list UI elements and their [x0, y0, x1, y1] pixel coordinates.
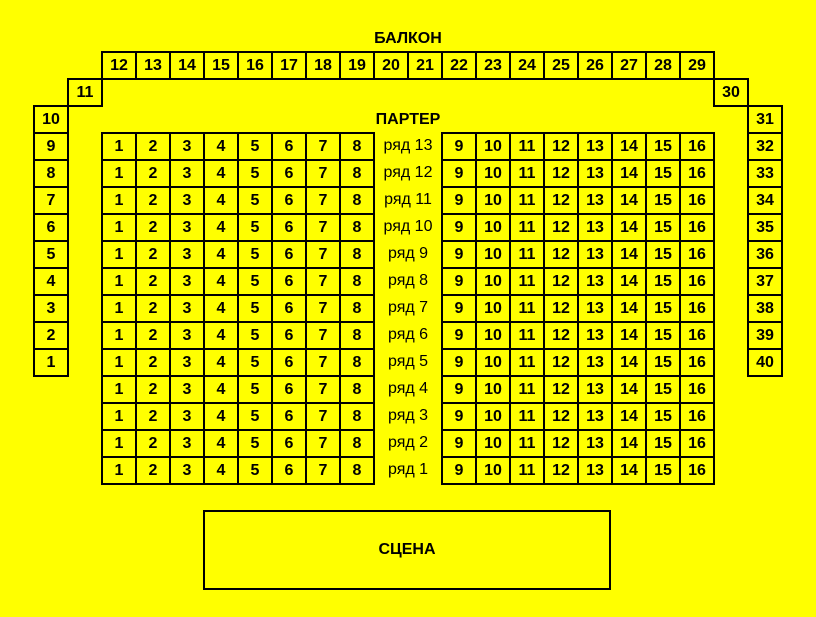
parterre-seat[interactable]: 7 — [305, 321, 341, 350]
parterre-seat[interactable]: 6 — [271, 240, 307, 269]
parterre-seat[interactable]: 2 — [135, 348, 171, 377]
parterre-seat[interactable]: 4 — [203, 348, 239, 377]
parterre-seat[interactable]: 10 — [475, 321, 511, 350]
parterre-seat[interactable]: 4 — [203, 456, 239, 485]
row-label: ряд 5 — [387, 352, 429, 370]
parterre-seat[interactable]: 3 — [169, 402, 205, 431]
parterre-seat[interactable]: 12 — [543, 213, 579, 242]
balcony-seat[interactable]: 34 — [747, 186, 783, 215]
parterre-seat[interactable]: 13 — [577, 456, 613, 485]
balcony-seat[interactable]: 29 — [679, 51, 715, 80]
parterre-seat[interactable]: 9 — [441, 456, 477, 485]
parterre-seat[interactable]: 1 — [101, 429, 137, 458]
parterre-seat[interactable]: 16 — [679, 267, 715, 296]
parterre-seat[interactable]: 6 — [271, 348, 307, 377]
parterre-seat[interactable]: 15 — [645, 132, 681, 161]
parterre-seat[interactable]: 4 — [203, 321, 239, 350]
parterre-seat[interactable]: 1 — [101, 186, 137, 215]
balcony-seat[interactable]: 5 — [33, 240, 69, 269]
parterre-seat[interactable]: 14 — [611, 267, 647, 296]
parterre-seat[interactable]: 9 — [441, 132, 477, 161]
parterre-seat[interactable]: 4 — [203, 294, 239, 323]
balcony-seat[interactable]: 6 — [33, 213, 69, 242]
parterre-seat[interactable]: 13 — [577, 375, 613, 404]
parterre-seat[interactable]: 14 — [611, 321, 647, 350]
balcony-seat[interactable]: 7 — [33, 186, 69, 215]
parterre-seat[interactable]: 14 — [611, 375, 647, 404]
balcony-seat[interactable]: 9 — [33, 132, 69, 161]
parterre-seat[interactable]: 16 — [679, 240, 715, 269]
parterre-seat[interactable]: 3 — [169, 267, 205, 296]
parterre-seat[interactable]: 3 — [169, 132, 205, 161]
parterre-seat[interactable]: 15 — [645, 159, 681, 188]
parterre-seat[interactable]: 6 — [271, 429, 307, 458]
parterre-seat[interactable]: 15 — [645, 240, 681, 269]
parterre-seat[interactable]: 12 — [543, 348, 579, 377]
parterre-seat[interactable]: 1 — [101, 132, 137, 161]
parterre-seat[interactable]: 8 — [339, 240, 375, 269]
parterre-seat[interactable]: 4 — [203, 375, 239, 404]
parterre-seat[interactable]: 5 — [237, 429, 273, 458]
parterre-seat[interactable]: 5 — [237, 294, 273, 323]
parterre-seat[interactable]: 7 — [305, 456, 341, 485]
parterre-seat[interactable]: 13 — [577, 240, 613, 269]
parterre-seat[interactable]: 13 — [577, 213, 613, 242]
parterre-seat[interactable]: 11 — [509, 294, 545, 323]
parterre-seat[interactable]: 5 — [237, 402, 273, 431]
balcony-seat[interactable]: 15 — [203, 51, 239, 80]
row-label: ряд 2 — [387, 433, 429, 451]
parterre-seat[interactable]: 11 — [509, 240, 545, 269]
parterre-seat[interactable]: 11 — [509, 402, 545, 431]
parterre-seat[interactable]: 7 — [305, 240, 341, 269]
parterre-seat[interactable]: 1 — [101, 294, 137, 323]
parterre-seat[interactable]: 9 — [441, 159, 477, 188]
parterre-seat[interactable]: 13 — [577, 267, 613, 296]
stage-label: СЦЕНА — [378, 541, 436, 558]
parterre-seat[interactable]: 10 — [475, 375, 511, 404]
parterre-seat[interactable]: 11 — [509, 159, 545, 188]
parterre-seat[interactable]: 10 — [475, 402, 511, 431]
parterre-seat[interactable]: 13 — [577, 348, 613, 377]
parterre-seat[interactable]: 10 — [475, 159, 511, 188]
parterre-seat[interactable]: 9 — [441, 429, 477, 458]
parterre-seat[interactable]: 3 — [169, 294, 205, 323]
balcony-seat[interactable]: 8 — [33, 159, 69, 188]
balcony-seat[interactable]: 17 — [271, 51, 307, 80]
parterre-seat[interactable]: 13 — [577, 429, 613, 458]
parterre-seat[interactable]: 2 — [135, 240, 171, 269]
parterre-seat[interactable]: 11 — [509, 186, 545, 215]
parterre-seat[interactable]: 5 — [237, 240, 273, 269]
balcony-seat[interactable]: 1 — [33, 348, 69, 377]
parterre-seat[interactable]: 10 — [475, 186, 511, 215]
parterre-seat[interactable]: 11 — [509, 321, 545, 350]
balcony-seat[interactable]: 23 — [475, 51, 511, 80]
parterre-seat[interactable]: 1 — [101, 240, 137, 269]
parterre-seat[interactable]: 14 — [611, 348, 647, 377]
parterre-seat[interactable]: 8 — [339, 456, 375, 485]
parterre-seat[interactable]: 15 — [645, 186, 681, 215]
balcony-seat[interactable]: 38 — [747, 294, 783, 323]
parterre-seat[interactable]: 1 — [101, 456, 137, 485]
parterre-seat[interactable]: 9 — [441, 402, 477, 431]
parterre-seat[interactable]: 12 — [543, 132, 579, 161]
parterre-seat[interactable]: 12 — [543, 429, 579, 458]
parterre-seat[interactable]: 1 — [101, 348, 137, 377]
parterre-seat[interactable]: 4 — [203, 213, 239, 242]
parterre-seat[interactable]: 9 — [441, 213, 477, 242]
parterre-seat[interactable]: 6 — [271, 267, 307, 296]
parterre-seat[interactable]: 16 — [679, 159, 715, 188]
parterre-seat[interactable]: 11 — [509, 375, 545, 404]
parterre-seat[interactable]: 5 — [237, 132, 273, 161]
parterre-seat[interactable]: 7 — [305, 267, 341, 296]
balcony-seat[interactable]: 31 — [747, 105, 783, 134]
parterre-seat[interactable]: 14 — [611, 294, 647, 323]
parterre-seat[interactable]: 9 — [441, 294, 477, 323]
row-label: ряд 6 — [387, 325, 429, 343]
row-label: ряд 12 — [383, 163, 433, 181]
parterre-seat[interactable]: 3 — [169, 375, 205, 404]
parterre-seat[interactable]: 14 — [611, 132, 647, 161]
parterre-seat[interactable]: 16 — [679, 213, 715, 242]
balcony-seat[interactable]: 13 — [135, 51, 171, 80]
parterre-seat[interactable]: 6 — [271, 213, 307, 242]
parterre-seat[interactable]: 10 — [475, 456, 511, 485]
parterre-seat[interactable]: 14 — [611, 159, 647, 188]
parterre-seat[interactable]: 7 — [305, 132, 341, 161]
parterre-seat[interactable]: 2 — [135, 402, 171, 431]
parterre-seat[interactable]: 12 — [543, 402, 579, 431]
parterre-seat[interactable]: 11 — [509, 429, 545, 458]
parterre-seat[interactable]: 15 — [645, 321, 681, 350]
parterre-seat[interactable]: 1 — [101, 159, 137, 188]
parterre-seat[interactable]: 7 — [305, 429, 341, 458]
parterre-seat[interactable]: 7 — [305, 294, 341, 323]
parterre-seat[interactable]: 9 — [441, 186, 477, 215]
parterre-seat[interactable]: 9 — [441, 348, 477, 377]
row-label: ряд 13 — [383, 136, 433, 154]
parterre-seat[interactable]: 4 — [203, 240, 239, 269]
parterre-seat[interactable]: 2 — [135, 267, 171, 296]
parterre-seat[interactable]: 8 — [339, 213, 375, 242]
balcony-seat[interactable]: 27 — [611, 51, 647, 80]
balcony-seat[interactable]: 3 — [33, 294, 69, 323]
parterre-seat[interactable]: 14 — [611, 456, 647, 485]
parterre-seat[interactable]: 13 — [577, 321, 613, 350]
balcony-seat[interactable]: 28 — [645, 51, 681, 80]
parterre-seat[interactable]: 16 — [679, 348, 715, 377]
row-label: ряд 10 — [383, 217, 433, 235]
row-label: ряд 9 — [387, 244, 429, 262]
parterre-seat[interactable]: 8 — [339, 267, 375, 296]
parterre-seat[interactable]: 10 — [475, 429, 511, 458]
parterre-seat[interactable]: 12 — [543, 375, 579, 404]
parterre-title: ПАРТЕР — [375, 111, 441, 128]
row-label: ряд 4 — [387, 379, 429, 397]
parterre-seat[interactable]: 2 — [135, 375, 171, 404]
parterre-seat[interactable]: 6 — [271, 456, 307, 485]
parterre-seat[interactable]: 12 — [543, 186, 579, 215]
parterre-seat[interactable]: 3 — [169, 213, 205, 242]
parterre-seat[interactable]: 9 — [441, 240, 477, 269]
parterre-seat[interactable]: 15 — [645, 375, 681, 404]
balcony-seat[interactable]: 4 — [33, 267, 69, 296]
balcony-seat[interactable]: 12 — [101, 51, 137, 80]
parterre-seat[interactable]: 5 — [237, 213, 273, 242]
balcony-seat[interactable]: 2 — [33, 321, 69, 350]
parterre-seat[interactable]: 2 — [135, 132, 171, 161]
balcony-seat[interactable]: 33 — [747, 159, 783, 188]
parterre-seat[interactable]: 10 — [475, 294, 511, 323]
parterre-seat[interactable]: 3 — [169, 240, 205, 269]
row-label: ряд 8 — [387, 271, 429, 289]
parterre-seat[interactable]: 12 — [543, 159, 579, 188]
parterre-seat[interactable]: 14 — [611, 240, 647, 269]
parterre-seat[interactable]: 6 — [271, 159, 307, 188]
parterre-seat[interactable]: 3 — [169, 321, 205, 350]
parterre-seat[interactable]: 11 — [509, 267, 545, 296]
balcony-seat[interactable]: 26 — [577, 51, 613, 80]
parterre-seat[interactable]: 8 — [339, 159, 375, 188]
parterre-seat[interactable]: 4 — [203, 267, 239, 296]
parterre-seat[interactable]: 16 — [679, 402, 715, 431]
parterre-seat[interactable]: 10 — [475, 132, 511, 161]
balcony-seat[interactable]: 40 — [747, 348, 783, 377]
parterre-seat[interactable]: 8 — [339, 132, 375, 161]
parterre-seat[interactable]: 16 — [679, 294, 715, 323]
parterre-seat[interactable]: 5 — [237, 375, 273, 404]
row-label: ряд 7 — [387, 298, 429, 316]
parterre-seat[interactable]: 8 — [339, 186, 375, 215]
parterre-seat[interactable]: 12 — [543, 267, 579, 296]
parterre-seat[interactable]: 16 — [679, 375, 715, 404]
parterre-seat[interactable]: 10 — [475, 348, 511, 377]
stage — [203, 510, 611, 590]
parterre-seat[interactable]: 13 — [577, 132, 613, 161]
parterre-seat[interactable]: 7 — [305, 402, 341, 431]
parterre-seat[interactable]: 15 — [645, 456, 681, 485]
balcony-seat[interactable]: 37 — [747, 267, 783, 296]
parterre-seat[interactable]: 1 — [101, 321, 137, 350]
parterre-seat[interactable]: 4 — [203, 402, 239, 431]
balcony-seat[interactable]: 20 — [373, 51, 409, 80]
parterre-seat[interactable]: 7 — [305, 375, 341, 404]
parterre-seat[interactable]: 9 — [441, 375, 477, 404]
parterre-seat[interactable]: 3 — [169, 348, 205, 377]
parterre-seat[interactable]: 2 — [135, 186, 171, 215]
parterre-seat[interactable]: 10 — [475, 240, 511, 269]
parterre-seat[interactable]: 4 — [203, 159, 239, 188]
parterre-seat[interactable]: 4 — [203, 132, 239, 161]
parterre-seat[interactable]: 2 — [135, 159, 171, 188]
parterre-seat[interactable]: 9 — [441, 267, 477, 296]
parterre-seat[interactable]: 5 — [237, 159, 273, 188]
parterre-seat[interactable]: 2 — [135, 321, 171, 350]
parterre-seat[interactable]: 16 — [679, 429, 715, 458]
parterre-seat[interactable]: 5 — [237, 186, 273, 215]
balcony-seat[interactable]: 36 — [747, 240, 783, 269]
parterre-seat[interactable]: 15 — [645, 348, 681, 377]
parterre-seat[interactable]: 14 — [611, 429, 647, 458]
parterre-seat[interactable]: 15 — [645, 294, 681, 323]
parterre-seat[interactable]: 2 — [135, 294, 171, 323]
parterre-seat[interactable]: 13 — [577, 186, 613, 215]
parterre-seat[interactable]: 3 — [169, 429, 205, 458]
parterre-seat[interactable]: 4 — [203, 429, 239, 458]
balcony-title: БАЛКОН — [374, 30, 442, 47]
balcony-seat[interactable]: 16 — [237, 51, 273, 80]
parterre-seat[interactable]: 11 — [509, 348, 545, 377]
parterre-seat[interactable]: 1 — [101, 402, 137, 431]
balcony-seat[interactable]: 18 — [305, 51, 341, 80]
parterre-seat[interactable]: 3 — [169, 186, 205, 215]
parterre-seat[interactable]: 16 — [679, 132, 715, 161]
balcony-seat[interactable]: 10 — [33, 105, 69, 134]
parterre-seat[interactable]: 16 — [679, 186, 715, 215]
parterre-seat[interactable]: 16 — [679, 456, 715, 485]
balcony-seat[interactable]: 11 — [67, 78, 103, 107]
parterre-seat[interactable]: 5 — [237, 267, 273, 296]
parterre-seat[interactable]: 11 — [509, 132, 545, 161]
parterre-seat[interactable]: 10 — [475, 267, 511, 296]
parterre-seat[interactable]: 2 — [135, 456, 171, 485]
balcony-seat[interactable]: 14 — [169, 51, 205, 80]
parterre-seat[interactable]: 11 — [509, 213, 545, 242]
parterre-seat[interactable]: 2 — [135, 429, 171, 458]
parterre-seat[interactable]: 5 — [237, 321, 273, 350]
parterre-seat[interactable]: 7 — [305, 348, 341, 377]
balcony-seat[interactable]: 19 — [339, 51, 375, 80]
parterre-seat[interactable]: 8 — [339, 402, 375, 431]
parterre-seat[interactable]: 6 — [271, 402, 307, 431]
parterre-seat[interactable]: 14 — [611, 213, 647, 242]
parterre-seat[interactable]: 6 — [271, 186, 307, 215]
parterre-seat[interactable]: 13 — [577, 294, 613, 323]
row-label: ряд 1 — [387, 460, 429, 478]
parterre-seat[interactable]: 9 — [441, 321, 477, 350]
balcony-seat[interactable]: 22 — [441, 51, 477, 80]
parterre-seat[interactable]: 1 — [101, 375, 137, 404]
parterre-seat[interactable]: 2 — [135, 213, 171, 242]
parterre-seat[interactable]: 7 — [305, 186, 341, 215]
parterre-seat[interactable]: 8 — [339, 375, 375, 404]
parterre-seat[interactable]: 8 — [339, 321, 375, 350]
parterre-seat[interactable]: 3 — [169, 456, 205, 485]
parterre-seat[interactable]: 3 — [169, 159, 205, 188]
balcony-seat[interactable]: 39 — [747, 321, 783, 350]
row-label: ряд 3 — [387, 406, 429, 424]
parterre-seat[interactable]: 6 — [271, 321, 307, 350]
parterre-seat[interactable]: 7 — [305, 213, 341, 242]
parterre-seat[interactable]: 8 — [339, 294, 375, 323]
parterre-seat[interactable]: 4 — [203, 186, 239, 215]
balcony-seat[interactable]: 30 — [713, 78, 749, 107]
balcony-seat[interactable]: 35 — [747, 213, 783, 242]
parterre-seat[interactable]: 8 — [339, 348, 375, 377]
parterre-seat[interactable]: 6 — [271, 294, 307, 323]
parterre-seat[interactable]: 6 — [271, 375, 307, 404]
balcony-seat[interactable]: 32 — [747, 132, 783, 161]
parterre-seat[interactable]: 7 — [305, 159, 341, 188]
balcony-seat[interactable]: 25 — [543, 51, 579, 80]
parterre-seat[interactable]: 15 — [645, 402, 681, 431]
parterre-seat[interactable]: 1 — [101, 267, 137, 296]
balcony-seat[interactable]: 21 — [407, 51, 443, 80]
parterre-seat[interactable]: 10 — [475, 213, 511, 242]
parterre-seat[interactable]: 13 — [577, 402, 613, 431]
parterre-seat[interactable]: 12 — [543, 240, 579, 269]
parterre-seat[interactable]: 5 — [237, 348, 273, 377]
parterre-seat[interactable]: 12 — [543, 321, 579, 350]
parterre-seat[interactable]: 15 — [645, 267, 681, 296]
parterre-seat[interactable]: 12 — [543, 294, 579, 323]
balcony-seat[interactable]: 24 — [509, 51, 545, 80]
parterre-seat[interactable]: 13 — [577, 159, 613, 188]
parterre-seat[interactable]: 12 — [543, 456, 579, 485]
parterre-seat[interactable]: 5 — [237, 456, 273, 485]
parterre-seat[interactable]: 11 — [509, 456, 545, 485]
parterre-seat[interactable]: 8 — [339, 429, 375, 458]
parterre-seat[interactable]: 1 — [101, 213, 137, 242]
parterre-seat[interactable]: 6 — [271, 132, 307, 161]
row-label: ряд 11 — [384, 190, 432, 208]
parterre-seat[interactable]: 14 — [611, 402, 647, 431]
parterre-seat[interactable]: 15 — [645, 429, 681, 458]
parterre-seat[interactable]: 14 — [611, 186, 647, 215]
parterre-seat[interactable]: 16 — [679, 321, 715, 350]
parterre-seat[interactable]: 15 — [645, 213, 681, 242]
